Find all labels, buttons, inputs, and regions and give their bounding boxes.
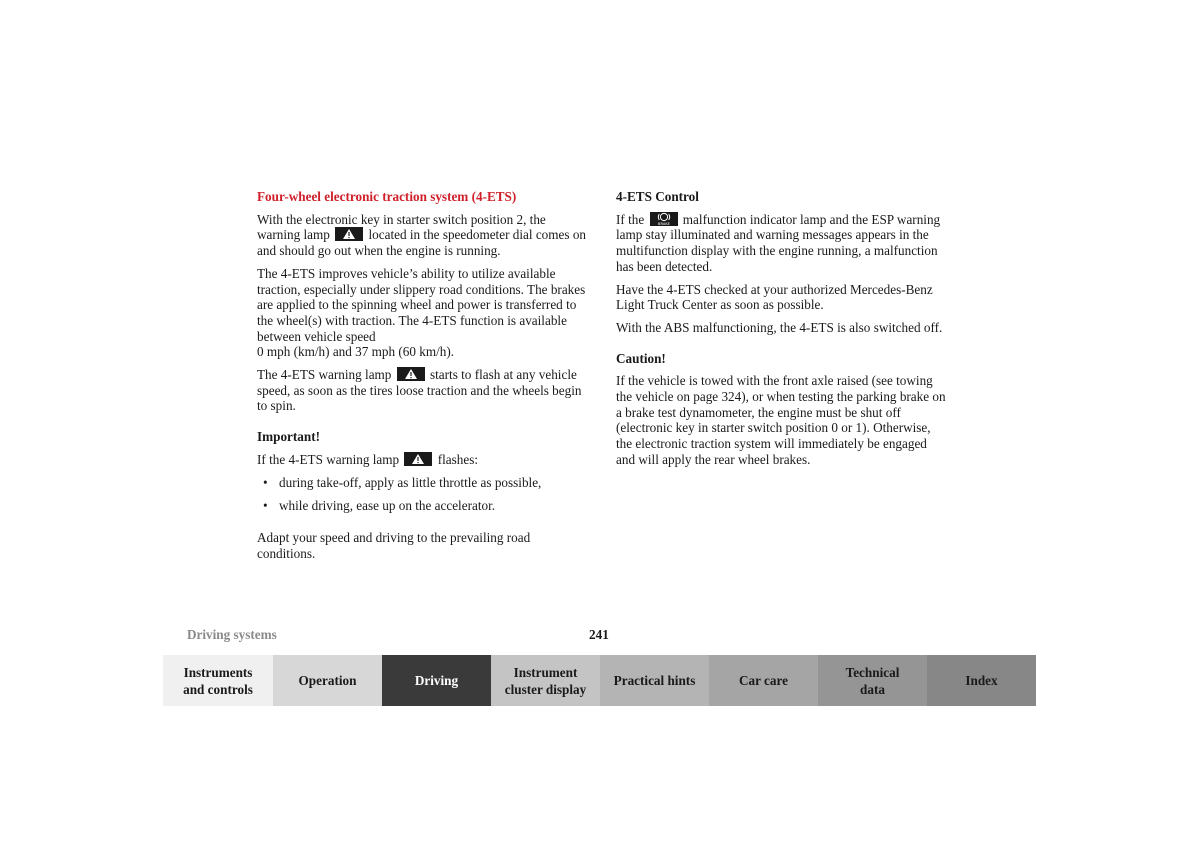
bullet-mark: • bbox=[263, 498, 268, 514]
paragraph-text: If the bbox=[616, 211, 645, 227]
tab-label: cluster display bbox=[504, 681, 587, 697]
paragraph-if-flashes bbox=[257, 452, 587, 468]
tab-label: Instruments bbox=[183, 664, 253, 680]
caution-heading: Caution! bbox=[616, 350, 666, 366]
paragraph-abs: With the ABS malfunctioning, the 4-ETS is also switched off. bbox=[616, 319, 943, 335]
tab-label: Operation bbox=[298, 673, 357, 688]
paragraph-have-checked: Have the 4-ETS checked at your authorized Mercedes-Benz Light Truck Center as soon as possible. bbox=[616, 281, 933, 313]
tab-label: and controls bbox=[183, 681, 253, 697]
page-number: 241 bbox=[589, 627, 609, 642]
tab-car-care[interactable] bbox=[709, 655, 818, 706]
list-item bbox=[257, 475, 587, 491]
paragraph-key-position bbox=[257, 212, 587, 259]
tab-label: Index bbox=[965, 673, 998, 688]
tab-label: Car care bbox=[739, 673, 788, 688]
tab-instruments-and-controls[interactable] bbox=[163, 655, 273, 706]
paragraph-text: 0 mph (km/h) and 37 mph (60 km/h). bbox=[257, 344, 455, 360]
paragraph-adapt-speed: Adapt your speed and driving to the prevailing road conditions. bbox=[257, 529, 531, 561]
list-item-text: during take-off, apply as little throttle as possible, bbox=[279, 474, 542, 490]
list-item-text: while driving, ease up on the accelerator. bbox=[279, 498, 496, 514]
paragraph-text: With the electronic key in starter switch position 2, the warning lamp bbox=[257, 211, 546, 243]
warning-triangle-icon bbox=[335, 227, 363, 241]
tab-instrument-cluster-display[interactable] bbox=[491, 655, 600, 706]
paragraph-text: starts to flash at any vehicle speed, as soon as the tires loose traction and the wheels begin to spin. bbox=[257, 367, 582, 414]
tab-label: Technical bbox=[845, 664, 900, 680]
paragraph-text: The 4-ETS warning lamp bbox=[257, 367, 392, 383]
paragraph-malfunction bbox=[616, 212, 946, 275]
tab-label: data bbox=[860, 681, 885, 697]
tab-label: Practical hints bbox=[613, 673, 696, 688]
right-column bbox=[616, 189, 946, 475]
paragraph-text: If the 4-ETS warning lamp bbox=[257, 451, 400, 467]
bullet-mark: • bbox=[263, 474, 268, 490]
brake-indicator-icon bbox=[650, 212, 678, 226]
tab-operation[interactable] bbox=[273, 655, 382, 706]
section-heading-4ets-control: 4-ETS Control bbox=[616, 189, 699, 204]
list-item bbox=[257, 498, 587, 514]
footer-section-title: Driving systems bbox=[187, 627, 277, 642]
warning-triangle-icon bbox=[404, 452, 432, 466]
paragraph-text: The 4-ETS improves vehicle’s ability to utilize available traction, especially under slippery road conditions. The brakes are applied to the spinning wheel and power is transferred to the wheel(s) with traction. The 4-ETS function is available between vehicle speed bbox=[257, 265, 586, 344]
paragraph-text: flashes: bbox=[437, 451, 478, 467]
svg-text:BRAKE: BRAKE bbox=[657, 221, 670, 226]
tab-technical-data[interactable] bbox=[818, 655, 927, 706]
tab-label: Driving bbox=[414, 673, 459, 688]
chapter-tab-bar bbox=[163, 655, 1037, 706]
warning-triangle-icon bbox=[397, 367, 425, 381]
paragraph-towing: If the vehicle is towed with the front axle raised (see towing the vehicle on page 324), or when testing the parking brake on a brake test dynamometer, the engine must be shut off (electronic key in starter switch position 0 or 1). Otherwise, the electronic traction system will immediately be engaged and will apply the rear wheel brakes. bbox=[616, 373, 946, 467]
tab-driving[interactable] bbox=[382, 655, 491, 706]
paragraph-text: malfunction indicator lamp and the ESP warning lamp stay illuminated and warning messages appears in the multifunction display with the engine running, a malfunction has been detected. bbox=[616, 211, 941, 274]
left-column bbox=[257, 189, 587, 568]
paragraph-warning-flash bbox=[257, 367, 587, 414]
section-heading-4ets: Four-wheel electronic traction system (4-ETS) bbox=[257, 189, 517, 204]
tab-practical-hints[interactable] bbox=[600, 655, 709, 706]
paragraph-4ets-function bbox=[257, 266, 587, 360]
tab-index[interactable] bbox=[927, 655, 1036, 706]
tab-label: Instrument bbox=[513, 664, 578, 680]
paragraph-text: located in the speedometer dial comes on and should go out when the engine is running. bbox=[257, 227, 587, 259]
important-heading: Important! bbox=[257, 429, 321, 445]
